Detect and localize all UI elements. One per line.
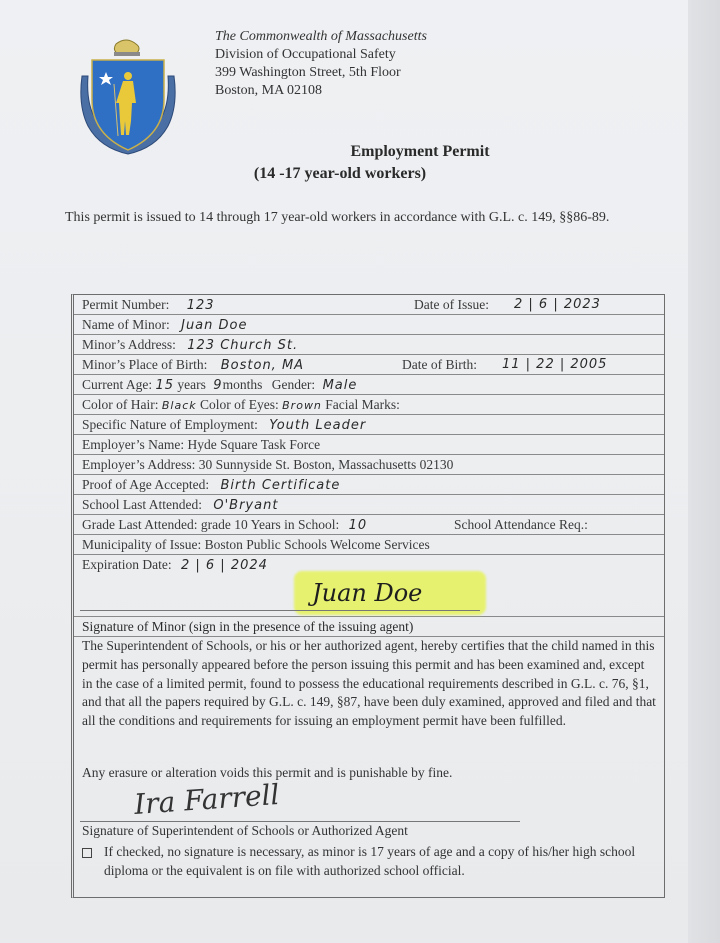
letterhead [215,28,427,100]
row-place-of-birth [74,355,664,375]
place-of-birth-value[interactable]: Boston, MA [220,358,305,373]
row-name-of-minor [74,315,664,335]
permit-number-label: Permit Number: [82,297,170,312]
row-municipality [74,535,664,555]
intro-statement: This permit is issued to 14 through 17 year-old workers in accordance with G.L. c. 149, §§86-89. [65,210,610,225]
employer-address-label: Employer’s Address: [82,457,196,472]
name-of-minor-value[interactable]: Juan Doe [181,318,248,333]
minors-address-label: Minor’s Address: [82,337,176,352]
massachusetts-state-seal-icon [78,36,178,158]
date-of-issue-label: Date of Issue: [414,297,489,312]
row-nature-of-employment [74,415,664,435]
row-school-last-attended [74,495,664,515]
permit-form [71,294,665,898]
grade-last-attended-value[interactable]: grade 10 [200,517,248,532]
row-employer-address [74,455,664,475]
commonwealth-line: The Commonwealth of Massachusetts [215,29,427,44]
age-months-value[interactable]: 9 [213,378,223,393]
proof-of-age-label: Proof of Age Accepted: [82,477,210,492]
hair-color-value[interactable]: Black [161,399,197,412]
row-employer-name [74,435,664,455]
minors-address-value[interactable]: 123 Church St. [187,338,299,353]
row-proof-of-age [74,475,664,495]
diploma-checkbox-label: If checked, no signature is necessary, as minor is 17 years of age and a copy of his/her high school diploma or the equivalent is on file with authorized school official. [104,844,636,878]
municipality-label: Municipality of Issue: [82,537,202,552]
years-label: years [177,377,206,392]
superintendent-signature: Ira Farrell [133,777,281,822]
date-of-issue-value[interactable]: 2 | 6 | 2023 [514,297,601,312]
permit-number-value[interactable]: 123 [186,298,215,313]
superintendent-signature-caption: Signature of Superintendent of Schools or Authorized Agent [82,823,408,838]
division-line: Division of Occupational Safety [215,47,396,62]
city-address: Boston, MA 02108 [215,83,322,98]
nature-of-employment-value[interactable]: Youth Leader [269,418,367,433]
years-in-school-value[interactable]: 10 [348,518,368,533]
employer-name-label: Employer’s Name: [82,437,185,452]
years-in-school-label: Years in School: [250,517,340,532]
void-notice: Any erasure or alteration voids this permit and is punishable by fine. [82,765,453,780]
municipality-value[interactable]: Boston Public Schools Welcome Services [204,537,430,552]
hair-color-label: Color of Hair: [82,397,159,412]
grade-last-attended-label: Grade Last Attended: [82,517,198,532]
row-hair-eyes [74,395,664,415]
name-of-minor-label: Name of Minor: [82,317,170,332]
expiration-date-label: Expiration Date: [82,557,172,572]
nature-of-employment-label: Specific Nature of Employment: [82,417,258,432]
row-grade-last-attended [74,515,664,535]
row-minors-address [74,335,664,355]
row-current-age [74,375,664,395]
gender-value[interactable]: Male [322,378,358,393]
document-title: Employment Permit [350,143,490,160]
current-age-label: Current Age: [82,377,153,392]
attendance-req-label: School Attendance Req.: [454,517,588,532]
gender-label: Gender: [271,377,316,392]
proof-of-age-value[interactable]: Birth Certificate [220,478,341,493]
facial-marks-label: Facial Marks: [325,397,400,412]
school-last-attended-value[interactable]: O'Bryant [213,498,279,513]
eye-color-value[interactable]: Brown [282,399,322,412]
minor-signature-line [80,610,480,611]
place-of-birth-label: Minor’s Place of Birth: [82,357,208,372]
minor-signature: Juan Doe [312,579,423,607]
age-years-value[interactable]: 15 [155,378,175,393]
date-of-birth-value[interactable]: 11 | 22 | 2005 [502,357,608,372]
diploma-checkbox[interactable] [82,848,92,858]
document-subtitle: (14 -17 year-old workers) [253,165,427,182]
minor-signature-caption: Signature of Minor (sign in the presence of the issuing agent) [74,617,664,637]
minor-signature-area[interactable] [74,575,664,617]
months-label: months [222,377,263,392]
street-address: 399 Washington Street, 5th Floor [215,65,401,80]
certification-text: The Superintendent of Schools, or his or her authorized agent, hereby certifies that the child named in this permit has personally appeared before the person issuing this permit and has been examined and, except in the case of a limited permit, found to possess the educational requirements described in G.L. c. 76, §1, and that all the papers required by G.L. c. 149, §87, have been duly examined, approved and filed and that all the conditions and requirements for issuing an employment permit have been fulfilled. [82,638,656,729]
employer-address-value[interactable]: 30 Sunnyside St. Boston, Massachusetts 02130 [198,457,454,472]
date-of-birth-label: Date of Birth: [402,357,477,372]
eye-color-label: Color of Eyes: [200,397,279,412]
row-permit-number [74,295,664,315]
school-last-attended-label: School Last Attended: [82,497,202,512]
employer-name-value[interactable]: Hyde Square Task Force [187,437,321,452]
diploma-check-block [82,843,642,881]
superintendent-signature-line [80,821,520,822]
expiration-date-value[interactable]: 2 | 6 | 2024 [180,558,268,573]
